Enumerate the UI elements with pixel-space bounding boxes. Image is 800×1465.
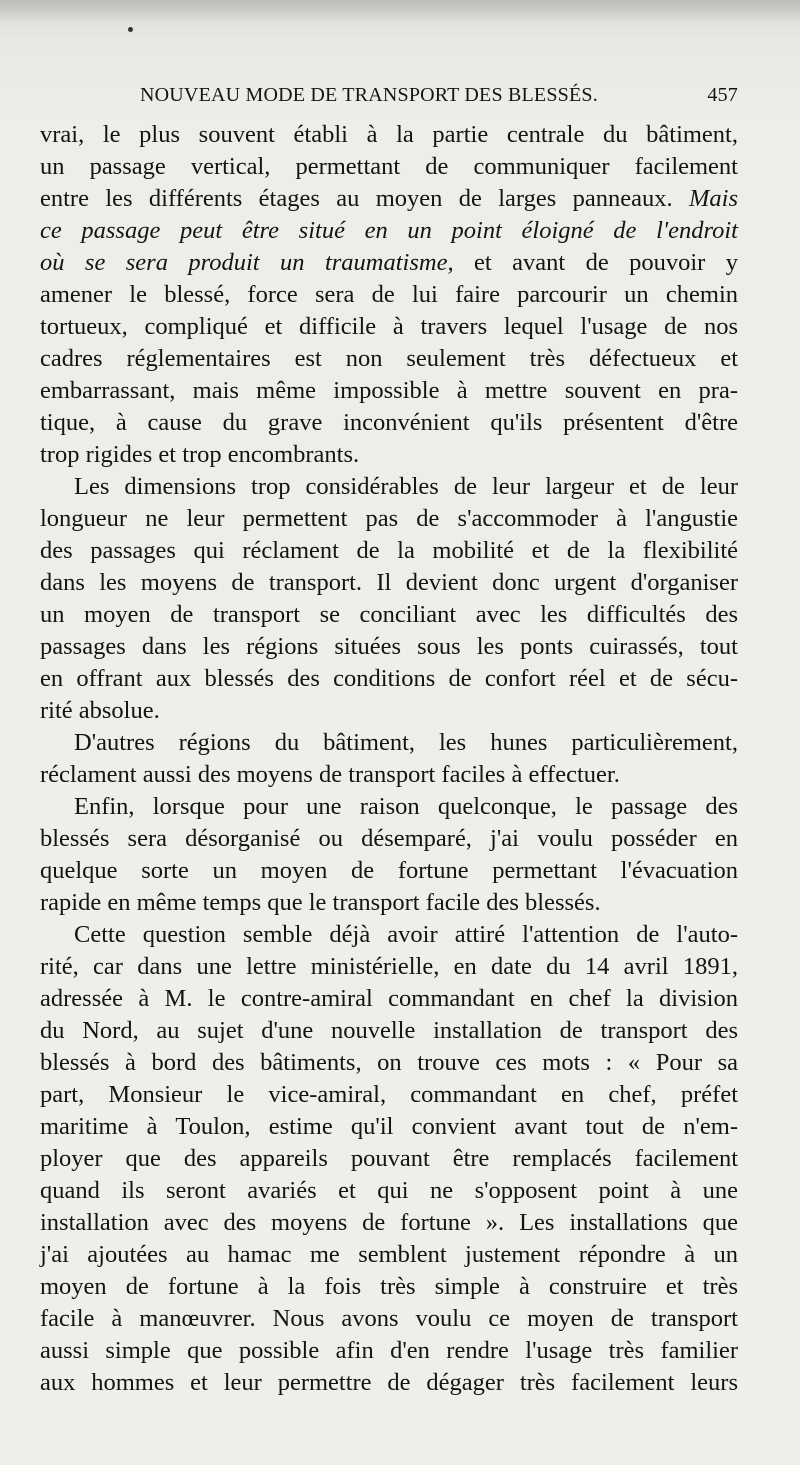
ink-speck [128, 27, 133, 32]
text-line: vrai, le plus souvent établi à la partie centrale du bâtiment, [40, 121, 738, 148]
text-line: D'autres régions du bâtiment, les hunes particulièrement, [74, 729, 738, 756]
text-line: Cette question semble déjà avoir attiré l'attention de l'auto- [74, 921, 738, 948]
text-line: ployer que des appareils pouvant être remplacés facilement [40, 1145, 738, 1172]
text-line: Les dimensions trop considérables de leur largeur et de leur [74, 473, 738, 500]
text-line: blessés à bord des bâtiments, on trouve ces mots : « Pour sa [40, 1049, 738, 1076]
text-line: facile à manœuvrer. Nous avons voulu ce moyen de transport [40, 1305, 738, 1332]
text-line: rité absolue. [40, 697, 160, 724]
text-line: tortueux, compliqué et difficile à travers lequel l'usage de nos [40, 313, 738, 340]
text-line: embarrassant, mais même impossible à mettre souvent en pra- [40, 377, 738, 404]
text-line: aux hommes et leur permettre de dégager très facilement leurs [40, 1369, 738, 1396]
text-line: rité, car dans une lettre ministérielle, en date du 14 avril 1891, [40, 953, 738, 980]
text-line: des passages qui réclament de la mobilité et de la flexibilité [40, 537, 738, 564]
italic-emphasis: Mais [689, 185, 738, 212]
text-line: en offrant aux blessés des conditions de confort réel et de sécu- [40, 665, 738, 692]
text-line: part, Monsieur le vice-amiral, commandant en chef, préfet [40, 1081, 738, 1108]
text-line: Enfin, lorsque pour une raison quelconque, le passage des [74, 793, 738, 820]
text-line: ce passage peut être situé en un point éloigné de l'endroit [40, 217, 738, 244]
text-line: blessés sera désorganisé ou désemparé, j'ai voulu posséder en [40, 825, 738, 852]
text-segment: entre les différents étages au moyen de larges panneaux. [40, 185, 673, 212]
page-number: 457 [707, 84, 738, 106]
text-line: du Nord, au sujet d'une nouvelle installation de transport des [40, 1017, 738, 1044]
text-segment: et avant de pouvoir y [474, 249, 739, 276]
text-line: un moyen de transport se conciliant avec les difficultés des [40, 601, 738, 628]
text-line: dans les moyens de transport. Il devient donc urgent d'organiser [40, 569, 738, 596]
text-line: amener le blessé, force sera de lui faire parcourir un chemin [40, 281, 738, 308]
text-line: quelque sorte un moyen de fortune permettant l'évacuation [40, 857, 738, 884]
page-edge-shadow [0, 0, 800, 22]
text-line: un passage vertical, permettant de communiquer facilement [40, 153, 738, 180]
text-line: maritime à Toulon, estime qu'il convient avant tout de n'em- [40, 1113, 738, 1140]
text-line: installation avec des moyens de fortune ». Les installations que [40, 1209, 738, 1236]
text-line: adressée à M. le contre-amiral commandant en chef la division [40, 985, 738, 1012]
text-line [40, 184, 738, 214]
text-line: longueur ne leur permettent pas de s'accommoder à l'angustie [40, 505, 738, 532]
text-line: quand ils seront avariés et qui ne s'opposent point à une [40, 1177, 738, 1204]
text-line: j'ai ajoutées au hamac me semblent justement répondre à un [40, 1241, 738, 1268]
running-header [140, 84, 738, 114]
text-line: tique, à cause du grave inconvénient qu'ils présentent d'être [40, 409, 738, 436]
text-line: moyen de fortune à la fois très simple à construire et très [40, 1273, 738, 1300]
text-line: trop rigides et trop encombrants. [40, 441, 360, 468]
text-line: aussi simple que possible afin d'en rendre l'usage très familier [40, 1337, 738, 1364]
text-line: réclament aussi des moyens de transport faciles à effectuer. [40, 761, 620, 788]
running-title: NOUVEAU MODE DE TRANSPORT DES BLESSÉS. [140, 84, 598, 106]
text-line: rapide en même temps que le transport facile des blessés. [40, 889, 601, 916]
text-line [40, 248, 738, 278]
text-line: passages dans les régions situées sous les ponts cuirassés, tout [40, 633, 738, 660]
italic-emphasis: où se sera produit un traumatisme, [40, 249, 454, 276]
text-line: cadres réglementaires est non seulement très défectueux et [40, 345, 738, 372]
